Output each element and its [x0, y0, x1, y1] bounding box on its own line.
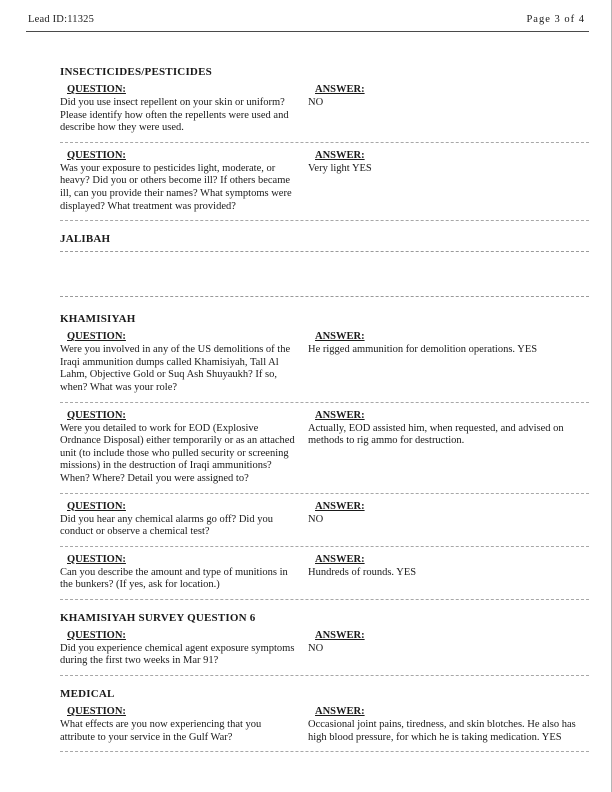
- qa-block: [60, 628, 589, 676]
- answer-label: ANSWER:: [315, 149, 365, 161]
- section-title: INSECTICIDES/PESTICIDES: [60, 66, 212, 78]
- question-label: QUESTION:: [67, 331, 126, 343]
- qa-list: [60, 628, 589, 676]
- qa-list: [60, 704, 589, 752]
- question-column: [60, 706, 298, 744]
- question-text: What effects are you now experiencing that you attribute to your service in the Gulf War?: [60, 719, 262, 743]
- qa-block: [60, 329, 589, 402]
- question-label: QUESTION:: [67, 84, 126, 95]
- question-label: QUESTION:: [67, 553, 126, 565]
- answer-label: ANSWER:: [315, 84, 365, 95]
- question-text: Did you experience chemical agent exposure symptoms during the first two weeks in Mar 91?: [60, 642, 295, 667]
- answer-text: Actually, EOD assisted him, when requested, and advised on methods to rig ammo for destruction.: [308, 422, 564, 447]
- answer-label: ANSWER:: [315, 500, 365, 512]
- answer-label: ANSWER:: [315, 409, 365, 421]
- answer-text: Occasional joint pains, tiredness, and skin blotches. He also has high blood pressure, for which he is taking medication. YES: [308, 719, 576, 743]
- page-number: Page 3 of 4: [526, 14, 585, 25]
- qa-block: [60, 704, 589, 752]
- lead-id: Lead ID:11325: [28, 14, 95, 25]
- qa-block: [60, 408, 589, 494]
- qa-block: [60, 552, 589, 600]
- answer-text: Hundreds of rounds. YES: [308, 566, 417, 578]
- section: [60, 612, 589, 676]
- answer-text: NO: [308, 513, 324, 525]
- question-column: [60, 554, 298, 592]
- page-header: [26, 10, 589, 32]
- section: [60, 66, 589, 221]
- qa-block: [60, 499, 589, 547]
- section: [60, 688, 589, 752]
- question-label: QUESTION:: [67, 409, 126, 421]
- answer-column: [308, 84, 589, 135]
- qa-block: [60, 82, 589, 143]
- answer-text: NO: [308, 642, 324, 654]
- section-title: JALIBAH: [60, 233, 589, 252]
- answer-text: NO: [308, 97, 324, 108]
- answer-label: ANSWER:: [315, 629, 365, 641]
- sections: [60, 66, 589, 752]
- answer-column: [308, 706, 589, 744]
- question-column: [60, 150, 298, 213]
- question-column: [60, 501, 298, 539]
- question-label: QUESTION:: [67, 500, 126, 512]
- qa-block: [60, 148, 589, 221]
- question-column: [60, 410, 298, 486]
- answer-column: [308, 554, 589, 592]
- answer-text: He rigged ammunition for demolition operations. YES: [308, 344, 538, 356]
- answer-label: ANSWER:: [315, 331, 365, 343]
- section: [60, 233, 589, 252]
- question-text: Can you describe the amount and type of munitions in the bunkers? (If yes, ask for location.): [60, 566, 288, 591]
- question-text: Did you hear any chemical alarms go off? Did you conduct or observe a chemical test?: [60, 513, 273, 538]
- answer-text: Very light YES: [308, 162, 372, 174]
- question-text: Did you use insect repellent on your skin or uniform? Please identify how often the repellents were used and describe how they were used.: [60, 97, 289, 134]
- answer-label: ANSWER:: [315, 553, 365, 565]
- question-text: Were you detailed to work for EOD (Explosive Ordnance Disposal) either temporarily or as an attached unit (to include those who pulled security or screening missions) in the destruction of Iraqi ammunitions? When? Where? Detail you were assigned to?: [60, 422, 295, 484]
- question-label: QUESTION:: [67, 629, 126, 641]
- question-column: [60, 630, 298, 668]
- answer-column: [308, 630, 589, 668]
- section-title: MEDICAL: [60, 688, 115, 701]
- qa-list: [60, 329, 589, 600]
- question-label: QUESTION:: [67, 149, 126, 161]
- answer-column: [308, 150, 589, 213]
- answer-label: ANSWER:: [315, 706, 365, 718]
- question-column: [60, 331, 298, 394]
- section-title: KHAMISIYAH: [60, 313, 136, 326]
- question-column: [60, 84, 298, 135]
- question-text: Were you involved in any of the US demolitions of the Iraqi ammunition dumps called Khamisiyah, Tall Al Lahm, Objective Gold or Suq Ash Shuyaukh? If so, when? What was your role?: [60, 344, 291, 393]
- section: [60, 296, 589, 600]
- question-text: Was your exposure to pesticides light, moderate, or heavy? Did you or others become ill? If others became ill, can you provide their names? What symptoms were displayed? What treatment was provided?: [60, 162, 292, 212]
- answer-column: [308, 331, 589, 394]
- answer-column: [308, 410, 589, 486]
- answer-column: [308, 501, 589, 539]
- qa-list: [60, 82, 589, 221]
- section-title: KHAMISIYAH SURVEY QUESTION 6: [60, 611, 256, 624]
- question-label: QUESTION:: [67, 706, 126, 718]
